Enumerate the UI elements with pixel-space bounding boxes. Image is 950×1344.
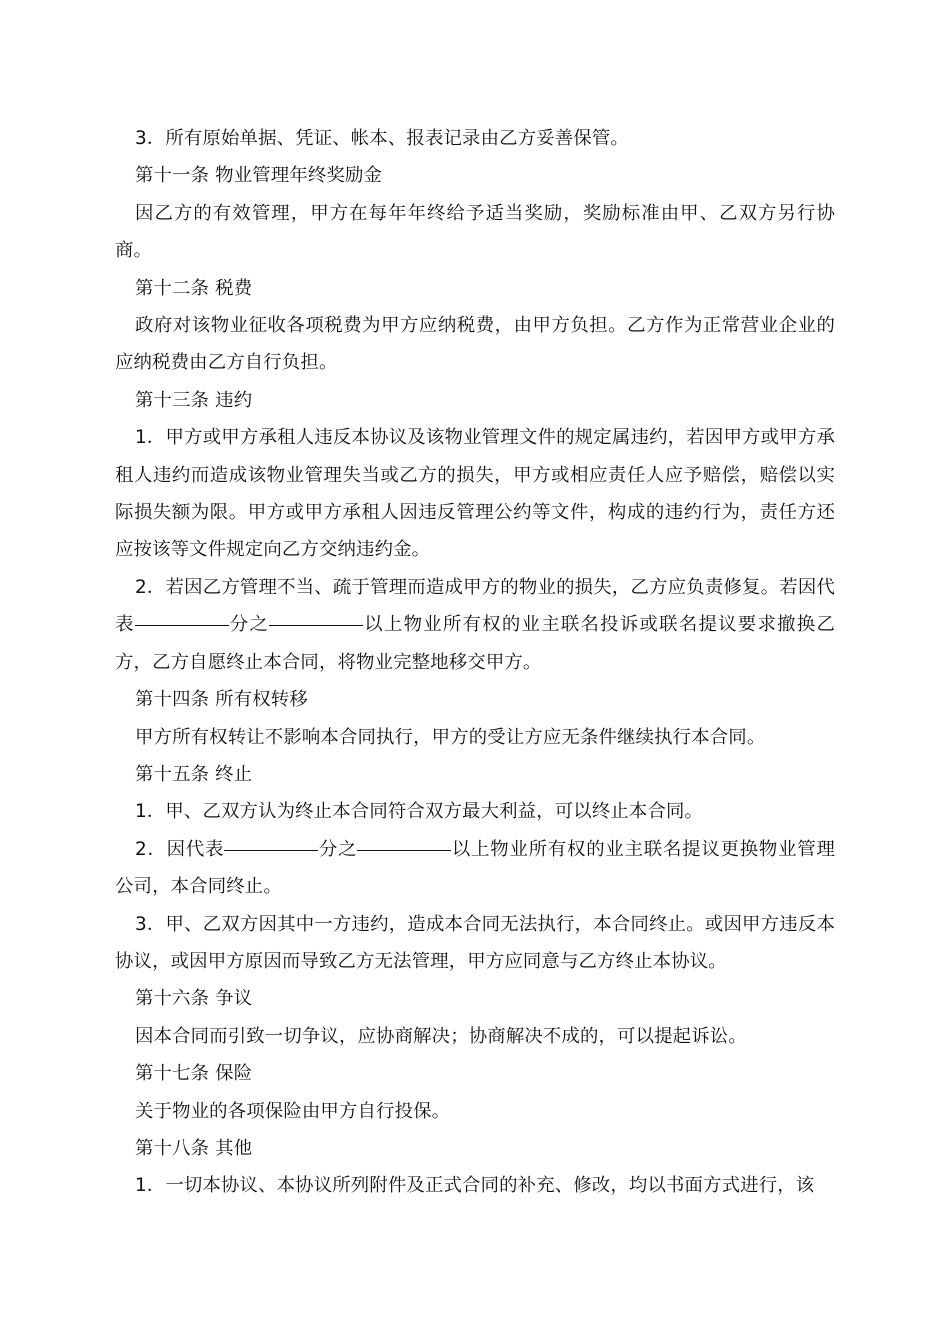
fill-in-blank [357,849,451,851]
article-12-heading: 第十二条 税费 [135,277,253,299]
article-14-heading: 第十四条 所有权转移 [135,689,308,711]
article-14-body: 甲方所有权转让不影响本合同执行，甲方的受让方应无条件继续执行本合同。 [135,726,766,748]
article-15-item-3: 3．甲、乙双方因其中一方违约，造成本合同无法执行，本合同终止。或因甲方违反本协议，或因甲方原因而导致乙方无法管理，甲方应同意与乙方终止本协议。 [115,913,835,972]
clause-item-3-records: 3．所有原始单据、凭证、帐本、报表记录由乙方妥善保管。 [135,128,629,149]
article-17-heading: 第十七条 保险 [135,1063,253,1085]
article-15-item-2-part-1: 2．因代表 [135,838,225,860]
article-13-item-2-part-2: 分之 [228,614,270,636]
article-13-item-1: 1．甲方或甲方承租人违反本协议及该物业管理文件的规定属违约，若因甲方或甲方承租人违约而造成该物业管理失当或乙方的损失，甲方或相应责任人应予赔偿，赔偿以实际损失额为限。甲方或甲方承租人因违反管理公约等文件，构成的违约行为，责任方还应按该等文件规定向乙方交纳违约金。 [115,427,835,561]
article-18-heading: 第十八条 其他 [135,1137,253,1159]
fill-in-blank [269,624,363,626]
article-15-item-1: 1．甲、乙双方认为终止本合同符合双方最大利益，可以终止本合同。 [135,801,704,823]
article-11-heading: 第十一条 物业管理年终奖励金 [135,165,383,187]
article-11-body: 因乙方的有效管理，甲方在每年年终给予适当奖励，奖励标准由甲、乙双方另行协商。 [115,202,835,262]
article-12-body: 政府对该物业征收各项税费为甲方应纳税费，由甲方负担。乙方作为正常营业企业的应纳税费由乙方自行负担。 [115,315,835,374]
document-body [115,120,835,1205]
article-16-heading: 第十六条 争议 [135,988,253,1010]
article-17-body: 关于物业的各项保险由甲方自行投保。 [135,1100,451,1122]
fill-in-blank [135,624,229,626]
article-15-item-2-part-3: 以上物业所有权的业主联名提议更换物业管理公司，本合同终止。 [115,838,835,898]
article-13-item-2 [115,569,835,681]
article-15-item-2 [115,831,835,906]
fill-in-blank [224,849,318,851]
article-13-item-2-part-1: 2．若因乙方管理不当、疏于管理而造成甲方的物业的损失，乙方应负责修复。若因代表 [115,576,835,636]
article-15-heading: 第十五条 终止 [135,763,253,785]
article-15-item-2-part-2: 分之 [318,838,358,860]
article-18-item-1: 1．一切本协议、本协议所列附件及正式合同的补充、修改，均以书面方式进行，该 [135,1175,815,1197]
article-16-body: 因本合同而引致一切争议，应协商解决；协商解决不成的，可以提起诉讼。 [135,1025,747,1047]
article-13-heading: 第十三条 违约 [135,389,253,411]
article-13-item-2-part-3: 以上物业所有权的业主联名投诉或联名提议要求撤换乙方，乙方自愿终止本合同，将物业完整地移交甲方。 [115,614,835,673]
